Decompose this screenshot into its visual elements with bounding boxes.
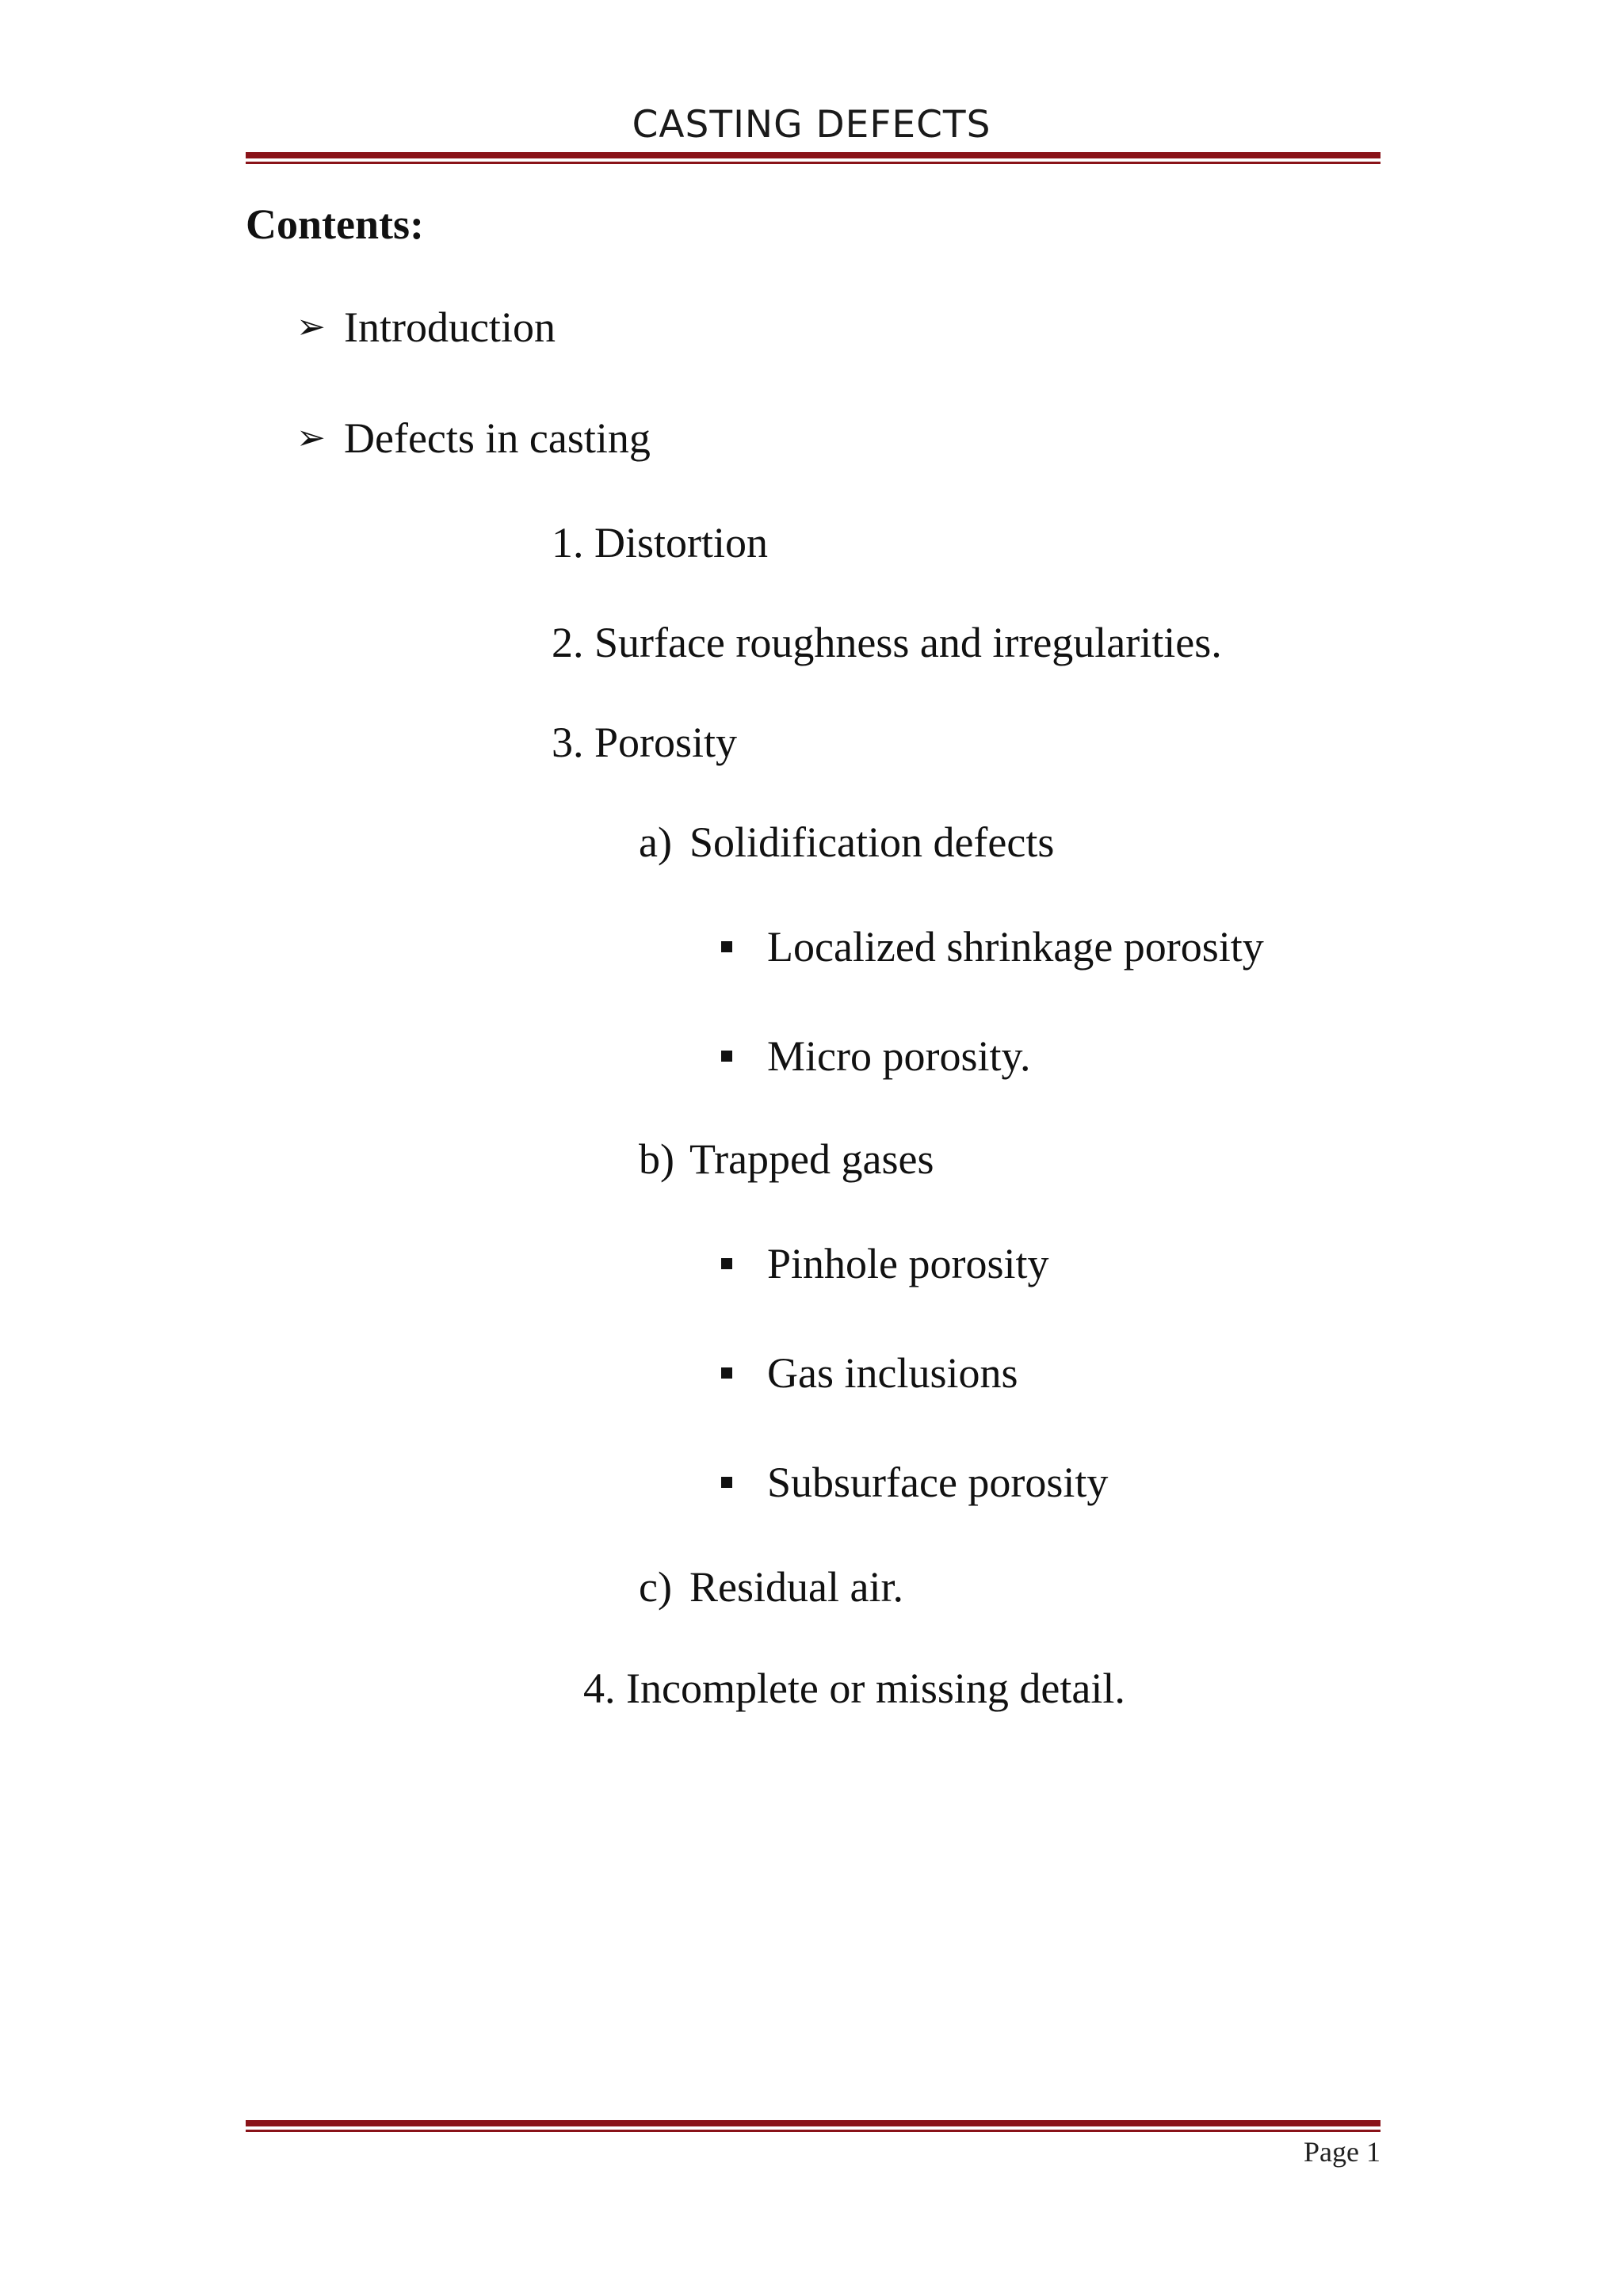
page-number: Page 1 xyxy=(1304,2136,1381,2168)
toc-letter-marker: b) xyxy=(639,1135,674,1183)
square-bullet-icon xyxy=(721,1367,732,1379)
contents-heading: Contents: xyxy=(246,200,424,248)
toc-bullet-item: Pinhole porosity xyxy=(767,1240,1049,1287)
header-rule-thick xyxy=(246,152,1381,158)
toc-bullet-item: Gas inclusions xyxy=(767,1349,1018,1397)
footer-rule-thin xyxy=(246,2130,1381,2132)
arrow-bullet-icon: ➢ xyxy=(296,307,326,347)
square-bullet-icon xyxy=(721,1477,732,1488)
square-bullet-icon xyxy=(721,1051,732,1062)
square-bullet-icon xyxy=(721,1258,732,1269)
square-bullet-icon xyxy=(721,941,732,952)
toc-lettered-item: Residual air. xyxy=(689,1563,903,1611)
toc-bullet-item: Localized shrinkage porosity xyxy=(767,923,1264,971)
header-rule xyxy=(246,152,1381,165)
arrow-bullet-icon: ➢ xyxy=(296,418,326,458)
header-rule-thin xyxy=(246,162,1381,164)
toc-numbered-item: 1. Distortion xyxy=(552,519,769,566)
toc-bullet-item: Subsurface porosity xyxy=(767,1459,1109,1506)
footer-rule-thick xyxy=(246,2120,1381,2126)
toc-letter-marker: a) xyxy=(639,818,672,866)
toc-lettered-item: Solidification defects xyxy=(689,818,1055,866)
toc-item-introduction: Introduction xyxy=(344,303,556,351)
toc-letter-marker: c) xyxy=(639,1563,672,1611)
toc-item-defects-in-casting: Defects in casting xyxy=(344,414,651,462)
page-header-title: CASTING DEFECTS xyxy=(632,103,991,147)
toc-numbered-item: 2. Surface roughness and irregularities. xyxy=(552,619,1222,666)
toc-bullet-item: Micro porosity. xyxy=(767,1032,1031,1080)
toc-lettered-item: Trapped gases xyxy=(689,1135,934,1183)
footer-rule xyxy=(246,2120,1381,2133)
toc-numbered-item: 3. Porosity xyxy=(552,719,738,766)
toc-numbered-item: 4. Incomplete or missing detail. xyxy=(583,1665,1125,1712)
